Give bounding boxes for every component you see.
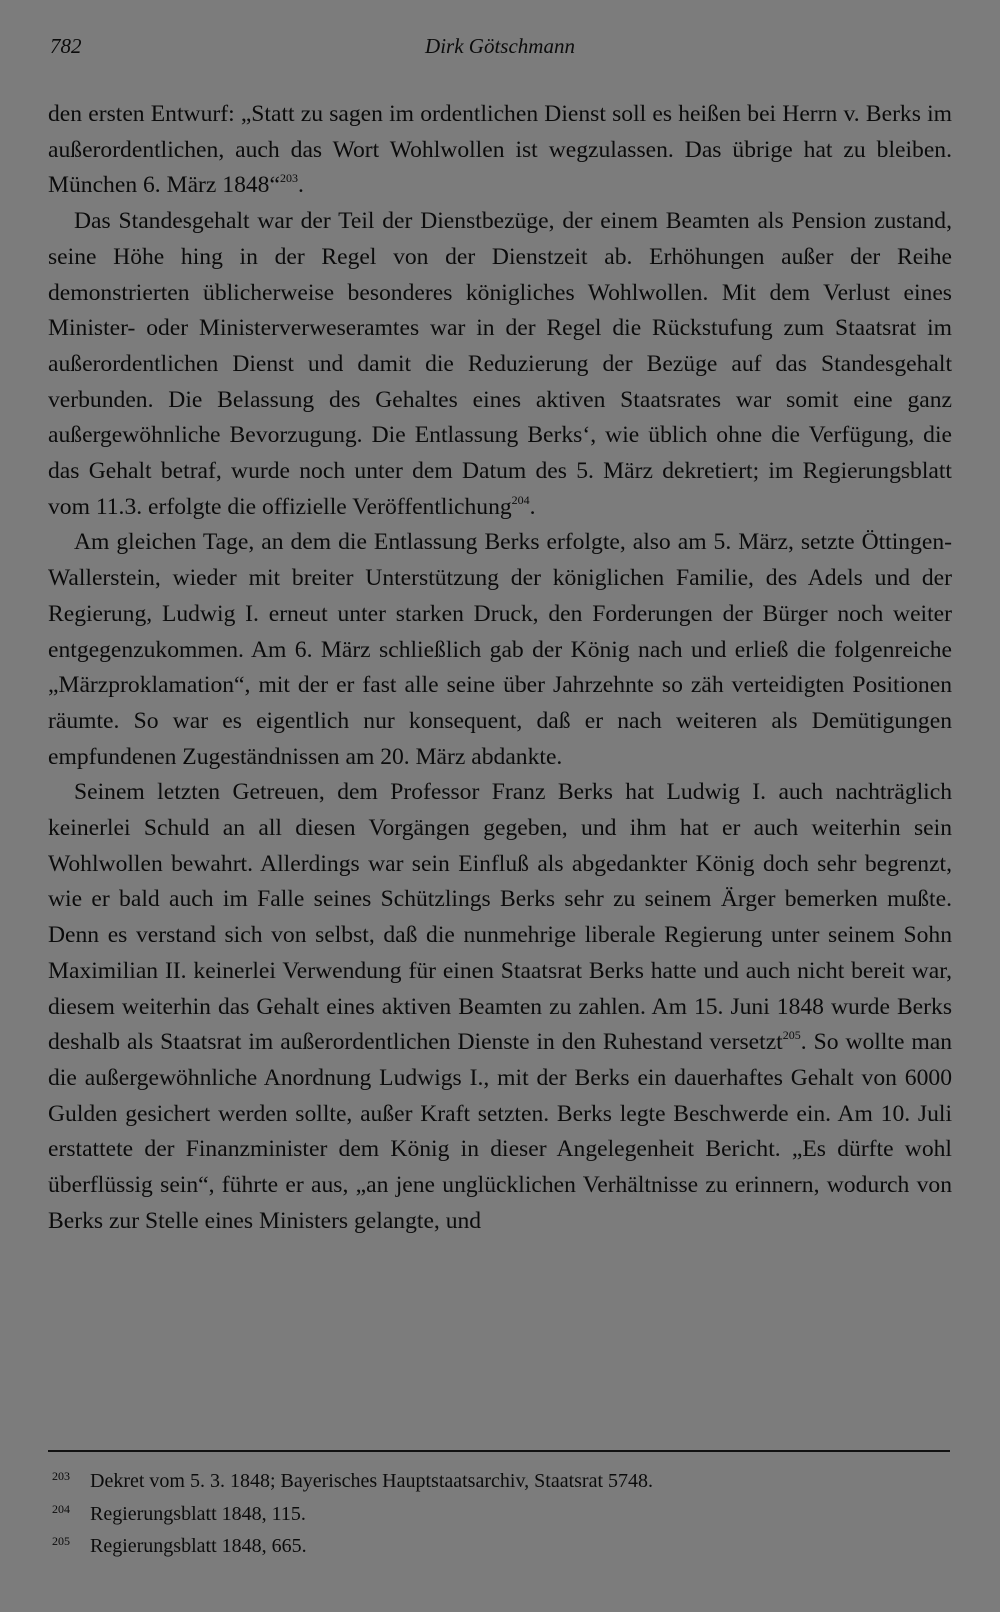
footnote-number: 203 (52, 1469, 70, 1483)
footnote (48, 1463, 952, 1496)
page-number: 782 (50, 34, 82, 58)
footnote-number: 204 (52, 1501, 70, 1516)
text-segment: . (529, 493, 536, 520)
running-head (50, 34, 950, 64)
text-segment: . So wollte man die außergewöhnliche Anordnung Ludwigs I., mit der Berks ein dauerhaftes Gehalt von 6000 Gulden gesichert werden sollte, außer Kraft setzten. Berks legte Beschwerde ein. Am 10. Juli erstattete der Finanzminister dem König in dieser Angelegenheit Bericht. „Es dürfte wohl überflüssig sein“, führte er aus, „an jene unglücklichen Verhältnisse zu erinnern, wodurch von Berks zur Stelle eines Ministers gelangte, und (48, 1029, 952, 1234)
footnote-text: Regierungsblatt 1848, 665. (90, 1535, 307, 1557)
text-segment: . (297, 172, 304, 199)
text-segment: Das Standesgehalt war der Teil der Dienstbezüge, der einem Beamten als Pension zustand, seine Höhe hing in der Regel von der Dienstzeit ab. Erhöhungen außer der Reihe demonstrierten üblicherweise besonderes königliches Wohlwollen. Mit dem Verlust eines Minister- oder Ministerverweseramtes war in der Regel die Rückstufung zum Staatsrat im außerordentlichen Dienst und damit die Reduzierung der Bezüge auf das Standesgehalt verbunden. Die Belassung des Gehaltes eines aktiven Staatsrates war somit eine ganz außergewöhnliche Bevorzugung. Die Entlassung Berks‘, wie üblich ohne die Verfügung, die das Gehalt betraf, wurde noch unter dem Datum des 5. März dekretiert; im Regierungsblatt vom 11.3. erfolgte die offizielle Veröffentlichung (48, 208, 952, 520)
text-segment: den ersten Entwurf: „Statt zu sagen im ordentlichen Dienst soll es heißen bei Herrn v. Berks im außerordentlichen, auch das Wort Wohlwollen ist wegzulassen. Das übrige hat zu bleiben. München 6. März 1848“ (48, 101, 952, 199)
footnote-text: Regierungsblatt 1848, 115. (90, 1502, 306, 1525)
paragraph (48, 204, 952, 525)
footnote-number: 205 (52, 1534, 70, 1548)
footnote-reference: 204 (511, 492, 530, 507)
paragraph (48, 97, 952, 204)
footnote (48, 1496, 952, 1529)
footnote-text: Dekret vom 5. 3. 1848; Bayerisches Hauptstaatsarchiv, Staatsrat 5748. (90, 1470, 654, 1492)
footnote-reference: 205 (782, 1028, 801, 1043)
footnote-reference: 203 (279, 171, 298, 186)
footnote-rule (48, 1450, 950, 1452)
body-text (48, 97, 952, 1240)
footnote (48, 1528, 952, 1561)
paragraph (48, 775, 952, 1239)
text-segment: Seinem letzten Getreuen, dem Professor Franz Berks hat Ludwig I. auch nachträglich keinerlei Schuld an all diesen Vorgängen gegeben, und ihm hat er auch weiterhin sein Wohlwollen bewahrt. Allerdings war sein Einfluß als abgedankter König doch sehr begrenzt, wie er bald auch im Falle seines Schützlings Berks sehr zu seinem Ärger bemerken mußte. Denn es verstand sich von selbst, daß die nunmehrige liberale Regierung unter seinem Sohn Maximilian II. keinerlei Verwendung für einen Staatsrat Berks hatte und auch nicht bereit war, diesem weiterhin das Gehalt eines aktiven Beamten zu zahlen. Am 15. Juni 1848 wurde Berks deshalb als Staatsrat im außerordentlichen Dienste in den Ruhestand versetzt (48, 779, 952, 1056)
footnotes (48, 1463, 952, 1561)
text-segment: Am gleichen Tage, an dem die Entlassung Berks erfolgte, also am 5. März, setzte Öttingen-Wallerstein, wieder mit breiter Unterstützung der königlichen Familie, des Adels und der Regierung, Ludwig I. erneut unter starken Druck, den Forderungen der Bürger noch weiter entgegenzukommen. Am 6. März schließlich gab der König nach und erließ die folgenreiche „Märzproklamation“, mit der er fast alle seine über Jahrzehnte so zäh verteidigten Positionen räumte. So war es eigentlich nur konsequent, daß er nach weiteren als Demütigungen empfundenen Zugeständnissen am 20. März abdankte. (48, 529, 952, 770)
paragraph (48, 525, 952, 775)
running-title: Dirk Götschmann (425, 34, 575, 58)
